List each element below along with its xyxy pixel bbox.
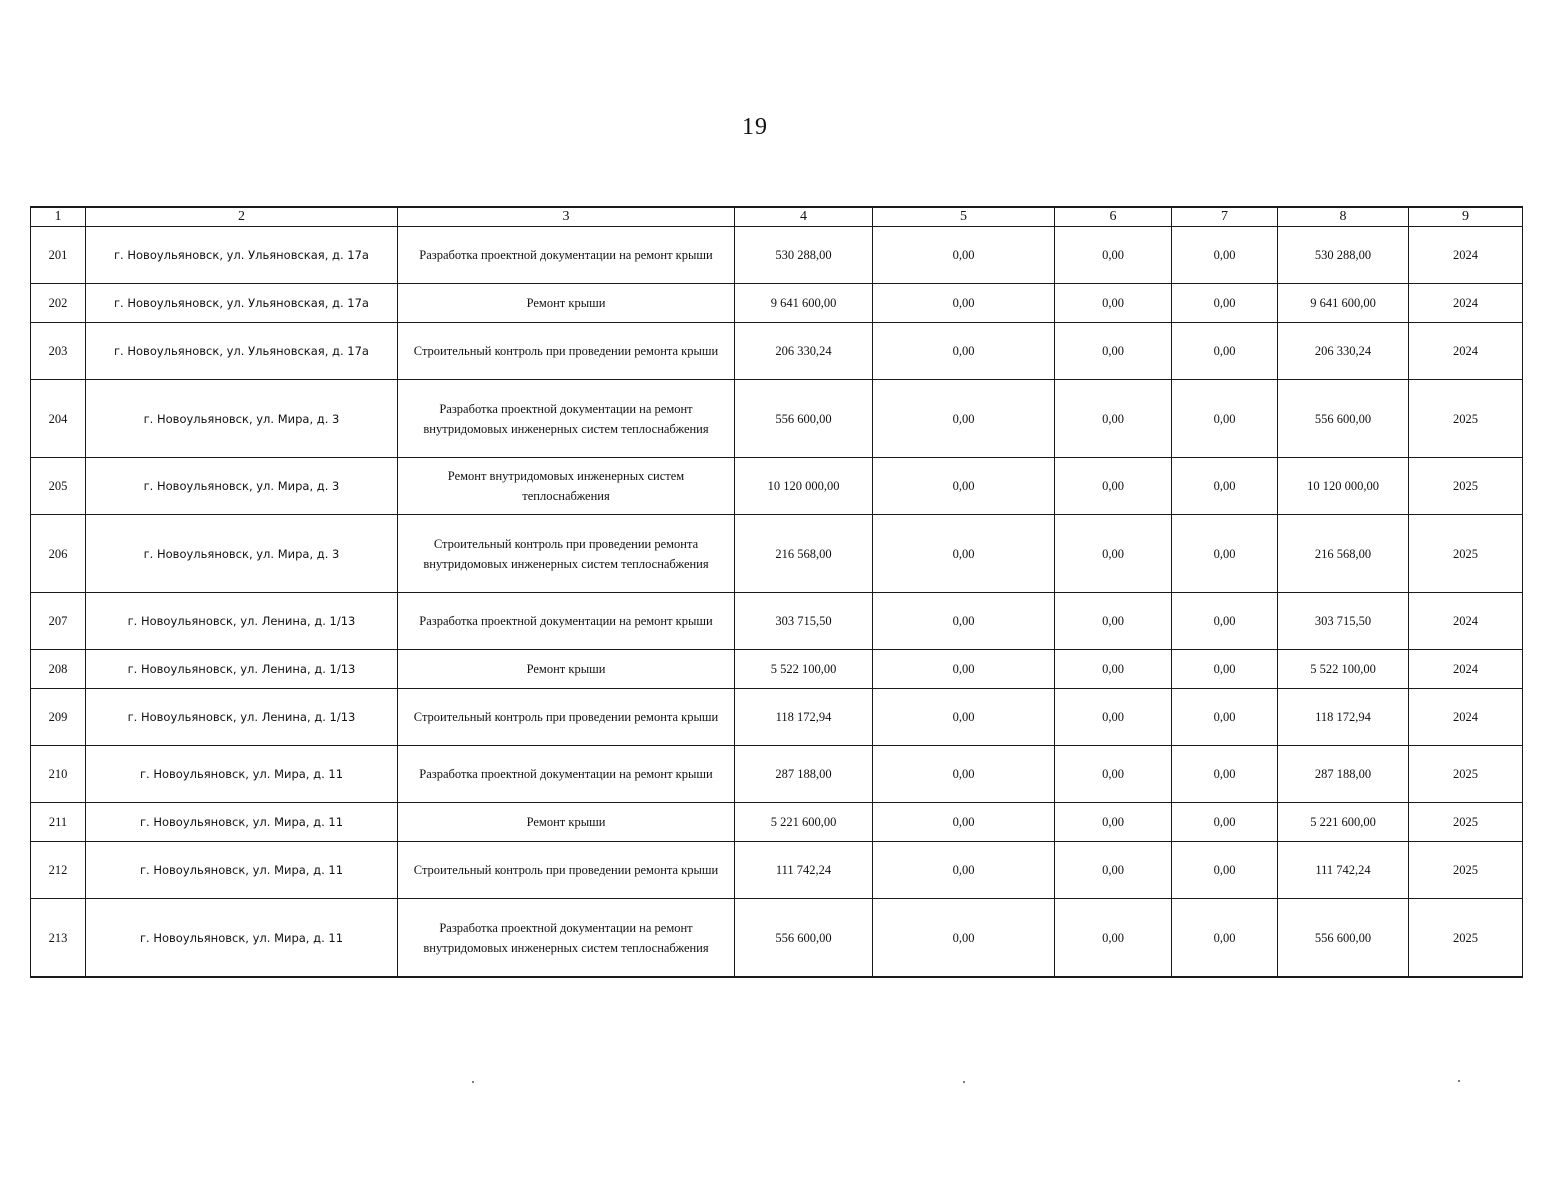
work-type-cell: Строительный контроль при проведении ремонта крыши [398, 689, 735, 746]
row-number-cell: 211 [31, 803, 86, 842]
amount-cell: 206 330,24 [735, 323, 873, 380]
year-cell: 2024 [1409, 284, 1523, 323]
year-cell: 2025 [1409, 380, 1523, 458]
address-cell: г. Новоульяновск, ул. Ульяновская, д. 17а [86, 323, 398, 380]
address-cell: г. Новоульяновск, ул. Мира, д. 3 [86, 380, 398, 458]
amount-cell: 118 172,94 [735, 689, 873, 746]
amount-cell: 0,00 [1172, 803, 1278, 842]
amount-cell: 0,00 [1172, 689, 1278, 746]
amount-cell: 0,00 [1055, 323, 1172, 380]
scan-speck [1458, 1080, 1460, 1082]
year-cell: 2024 [1409, 227, 1523, 284]
work-type-cell: Ремонт крыши [398, 803, 735, 842]
table-row [31, 515, 1523, 593]
amount-cell: 216 568,00 [1278, 515, 1409, 593]
address-cell: г. Новоульяновск, ул. Ленина, д. 1/13 [86, 689, 398, 746]
column-header: 7 [1172, 207, 1278, 227]
row-number-cell: 205 [31, 458, 86, 515]
year-cell: 2025 [1409, 746, 1523, 803]
amount-cell: 0,00 [1055, 842, 1172, 899]
amount-cell: 0,00 [1055, 746, 1172, 803]
address-cell: г. Новоульяновск, ул. Мира, д. 11 [86, 803, 398, 842]
column-header: 9 [1409, 207, 1523, 227]
amount-cell: 303 715,50 [1278, 593, 1409, 650]
amount-cell: 5 522 100,00 [1278, 650, 1409, 689]
amount-cell: 0,00 [1055, 515, 1172, 593]
address-cell: г. Новоульяновск, ул. Мира, д. 3 [86, 515, 398, 593]
amount-cell: 0,00 [1172, 227, 1278, 284]
amount-cell: 206 330,24 [1278, 323, 1409, 380]
amount-cell: 0,00 [1172, 842, 1278, 899]
year-cell: 2024 [1409, 593, 1523, 650]
row-number-cell: 213 [31, 899, 86, 978]
address-cell: г. Новоульяновск, ул. Ульяновская, д. 17а [86, 284, 398, 323]
repair-program-table [30, 206, 1523, 978]
amount-cell: 5 522 100,00 [735, 650, 873, 689]
table-row [31, 593, 1523, 650]
work-type-cell: Строительный контроль при проведении ремонта крыши [398, 323, 735, 380]
work-type-cell: Разработка проектной документации на ремонт крыши [398, 746, 735, 803]
amount-cell: 0,00 [873, 515, 1055, 593]
amount-cell: 556 600,00 [735, 899, 873, 978]
column-header: 6 [1055, 207, 1172, 227]
table-row [31, 689, 1523, 746]
table-row [31, 458, 1523, 515]
amount-cell: 111 742,24 [1278, 842, 1409, 899]
amount-cell: 0,00 [1055, 380, 1172, 458]
row-number-cell: 212 [31, 842, 86, 899]
address-cell: г. Новоульяновск, ул. Мира, д. 3 [86, 458, 398, 515]
table-row [31, 380, 1523, 458]
amount-cell: 0,00 [1055, 593, 1172, 650]
amount-cell: 0,00 [1172, 515, 1278, 593]
amount-cell: 0,00 [1055, 458, 1172, 515]
column-header: 1 [31, 207, 86, 227]
work-type-cell: Разработка проектной документации на ремонт крыши [398, 593, 735, 650]
amount-cell: 530 288,00 [1278, 227, 1409, 284]
amount-cell: 556 600,00 [735, 380, 873, 458]
amount-cell: 287 188,00 [1278, 746, 1409, 803]
address-cell: г. Новоульяновск, ул. Ленина, д. 1/13 [86, 593, 398, 650]
table-row [31, 227, 1523, 284]
row-number-cell: 210 [31, 746, 86, 803]
row-number-cell: 207 [31, 593, 86, 650]
work-type-cell: Строительный контроль при проведении ремонта внутридомовых инженерных систем теплоснабжения [398, 515, 735, 593]
address-cell: г. Новоульяновск, ул. Ленина, д. 1/13 [86, 650, 398, 689]
amount-cell: 556 600,00 [1278, 899, 1409, 978]
scan-speck [472, 1081, 474, 1083]
work-type-cell: Разработка проектной документации на ремонт внутридомовых инженерных систем теплоснабжения [398, 899, 735, 978]
amount-cell: 0,00 [873, 803, 1055, 842]
address-cell: г. Новоульяновск, ул. Мира, д. 11 [86, 899, 398, 978]
work-type-cell: Ремонт крыши [398, 650, 735, 689]
table-row [31, 284, 1523, 323]
amount-cell: 0,00 [873, 593, 1055, 650]
amount-cell: 0,00 [1172, 284, 1278, 323]
table-row [31, 899, 1523, 978]
table-row [31, 746, 1523, 803]
amount-cell: 10 120 000,00 [735, 458, 873, 515]
amount-cell: 0,00 [873, 746, 1055, 803]
year-cell: 2024 [1409, 650, 1523, 689]
amount-cell: 118 172,94 [1278, 689, 1409, 746]
page-number: 19 [742, 114, 768, 140]
column-header: 8 [1278, 207, 1409, 227]
amount-cell: 0,00 [873, 899, 1055, 978]
amount-cell: 0,00 [873, 284, 1055, 323]
amount-cell: 0,00 [1055, 899, 1172, 978]
table-row [31, 803, 1523, 842]
amount-cell: 9 641 600,00 [735, 284, 873, 323]
scan-speck [963, 1081, 965, 1083]
address-cell: г. Новоульяновск, ул. Мира, д. 11 [86, 746, 398, 803]
amount-cell: 0,00 [1055, 284, 1172, 323]
table-row [31, 323, 1523, 380]
amount-cell: 556 600,00 [1278, 380, 1409, 458]
work-type-cell: Разработка проектной документации на ремонт крыши [398, 227, 735, 284]
amount-cell: 216 568,00 [735, 515, 873, 593]
amount-cell: 0,00 [873, 323, 1055, 380]
year-cell: 2024 [1409, 323, 1523, 380]
table-row [31, 650, 1523, 689]
year-cell: 2025 [1409, 515, 1523, 593]
amount-cell: 0,00 [1172, 746, 1278, 803]
row-number-cell: 204 [31, 380, 86, 458]
column-number-header-row [31, 207, 1523, 227]
work-type-cell: Разработка проектной документации на ремонт внутридомовых инженерных систем теплоснабжения [398, 380, 735, 458]
amount-cell: 111 742,24 [735, 842, 873, 899]
column-header: 5 [873, 207, 1055, 227]
amount-cell: 0,00 [1055, 803, 1172, 842]
amount-cell: 0,00 [1172, 650, 1278, 689]
work-type-cell: Ремонт крыши [398, 284, 735, 323]
amount-cell: 0,00 [1172, 380, 1278, 458]
amount-cell: 0,00 [873, 380, 1055, 458]
amount-cell: 5 221 600,00 [735, 803, 873, 842]
amount-cell: 0,00 [1055, 650, 1172, 689]
address-cell: г. Новоульяновск, ул. Ульяновская, д. 17а [86, 227, 398, 284]
row-number-cell: 209 [31, 689, 86, 746]
row-number-cell: 208 [31, 650, 86, 689]
work-type-cell: Строительный контроль при проведении ремонта крыши [398, 842, 735, 899]
year-cell: 2025 [1409, 842, 1523, 899]
amount-cell: 0,00 [1172, 899, 1278, 978]
amount-cell: 0,00 [1055, 689, 1172, 746]
amount-cell: 0,00 [1055, 227, 1172, 284]
amount-cell: 530 288,00 [735, 227, 873, 284]
amount-cell: 0,00 [873, 689, 1055, 746]
amount-cell: 0,00 [1172, 323, 1278, 380]
amount-cell: 0,00 [873, 650, 1055, 689]
year-cell: 2025 [1409, 899, 1523, 978]
row-number-cell: 202 [31, 284, 86, 323]
amount-cell: 0,00 [873, 227, 1055, 284]
amount-cell: 0,00 [873, 458, 1055, 515]
row-number-cell: 203 [31, 323, 86, 380]
year-cell: 2025 [1409, 458, 1523, 515]
year-cell: 2024 [1409, 689, 1523, 746]
amount-cell: 5 221 600,00 [1278, 803, 1409, 842]
row-number-cell: 201 [31, 227, 86, 284]
amount-cell: 287 188,00 [735, 746, 873, 803]
address-cell: г. Новоульяновск, ул. Мира, д. 11 [86, 842, 398, 899]
column-header: 3 [398, 207, 735, 227]
row-number-cell: 206 [31, 515, 86, 593]
column-header: 2 [86, 207, 398, 227]
year-cell: 2025 [1409, 803, 1523, 842]
amount-cell: 10 120 000,00 [1278, 458, 1409, 515]
amount-cell: 0,00 [1172, 458, 1278, 515]
amount-cell: 9 641 600,00 [1278, 284, 1409, 323]
amount-cell: 303 715,50 [735, 593, 873, 650]
work-type-cell: Ремонт внутридомовых инженерных систем теплоснабжения [398, 458, 735, 515]
column-header: 4 [735, 207, 873, 227]
table-row [31, 842, 1523, 899]
amount-cell: 0,00 [873, 842, 1055, 899]
amount-cell: 0,00 [1172, 593, 1278, 650]
